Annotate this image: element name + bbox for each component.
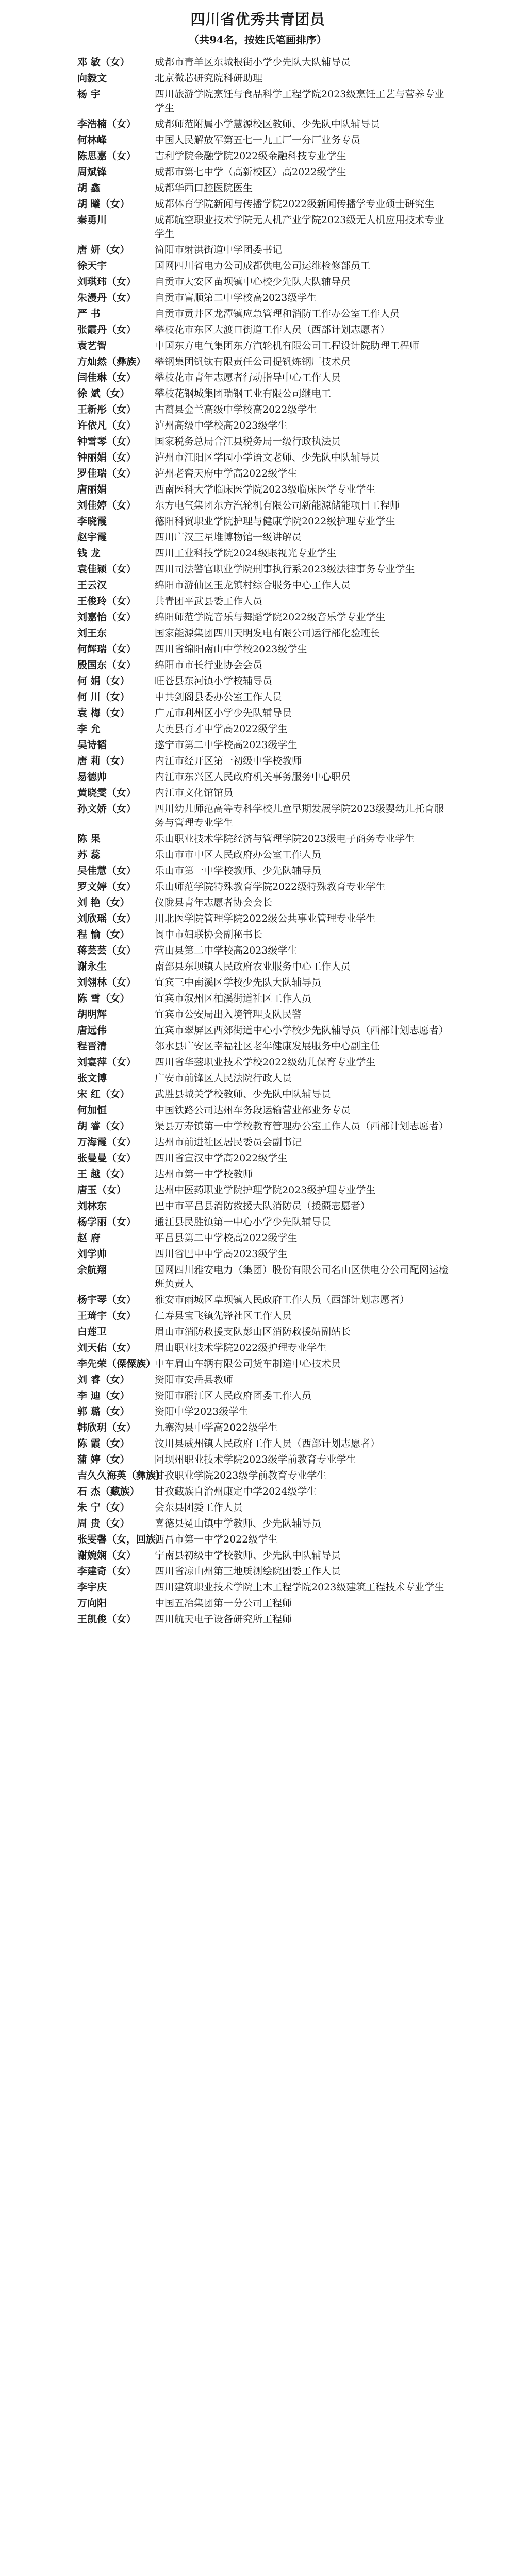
member-row <box>77 754 449 768</box>
member-description: 国家税务总局合江县税务局一级行政执法员 <box>155 436 341 447</box>
member-row <box>77 1167 449 1181</box>
member-row <box>77 1373 449 1387</box>
member-name: 张文博 <box>77 1073 107 1084</box>
member-row <box>77 722 449 736</box>
document-title: 四川省优秀共青团员 <box>190 11 325 28</box>
member-description: 四川省宣汉中学高2022级学生 <box>155 1153 288 1164</box>
member-name: 郭 璐（女） <box>77 1406 130 1417</box>
member-name: 陈 霞（女） <box>77 1438 130 1449</box>
member-name: 李宇庆 <box>77 1582 107 1593</box>
member-name: 万海霞（女） <box>77 1137 137 1148</box>
member-row <box>77 864 449 878</box>
member-name: 何 川（女） <box>77 691 130 703</box>
member-description: 眉山职业技术学院2022级护理专业学生 <box>155 1342 327 1353</box>
member-name: 刘王东 <box>77 628 107 639</box>
member-description: 东方电气集团东方汽轮机有限公司新能源储能项目工程师 <box>155 500 400 511</box>
member-description: 汶川县威州镇人民政府工作人员（西部计划志愿者） <box>155 1438 381 1449</box>
member-row <box>77 1357 449 1371</box>
member-row <box>77 848 449 862</box>
member-list <box>77 56 449 1626</box>
member-description: 广元市利州区小学少先队辅导员 <box>155 707 292 719</box>
member-name: 何林峰 <box>77 134 107 146</box>
member-description: 四川旅游学院烹饪与食品科学工程学院2023级烹饪工艺与营养专业学生 <box>155 89 444 114</box>
member-description: 宁南县初级中学校教师、少先队中队辅导员 <box>155 1550 341 1561</box>
member-description: 甘孜藏族自治州康定中学2024级学生 <box>155 1486 317 1497</box>
member-description: 营山县第二中学校高2023级学生 <box>155 945 298 956</box>
member-name: 刘 艳（女） <box>77 897 130 908</box>
member-row <box>77 1056 449 1070</box>
member-description: 成都航空职业技术学院无人机产业学院2023级无人机应用技术专业学生 <box>155 214 444 240</box>
member-row <box>77 642 449 656</box>
member-row <box>77 1389 449 1403</box>
member-name: 万向阳 <box>77 1598 107 1609</box>
member-row <box>77 802 449 830</box>
member-description: 攀枝花市东区大渡口街道工作人员（西部计划志愿者） <box>155 324 390 335</box>
member-row <box>77 181 449 195</box>
member-description: 中车眉山车辆有限公司货车制造中心技术员 <box>155 1358 341 1369</box>
member-row <box>77 738 449 752</box>
member-description: 泸州高级中学校高2023级学生 <box>155 420 288 431</box>
member-name: 刘佳婷（女） <box>77 500 137 511</box>
member-name: 吴佳慧（女） <box>77 865 137 876</box>
member-description: 自贡市大安区苗坝镇中心校少先队大队辅导员 <box>155 276 351 287</box>
member-name: 朱 宁（女） <box>77 1502 130 1513</box>
member-name: 张曼曼（女） <box>77 1153 137 1164</box>
member-description: 资阳市安岳县教师 <box>155 1374 234 1385</box>
member-description: 旺苍县东河镇小学校辅导员 <box>155 675 273 687</box>
member-name: 唐远伟 <box>77 1025 107 1036</box>
member-row <box>77 611 449 624</box>
member-name: 李先荣（傈僳族） <box>77 1358 156 1369</box>
member-row <box>77 88 449 115</box>
member-row <box>77 1565 449 1579</box>
member-row <box>77 72 449 86</box>
member-description: 四川省绵阳南山中学校2023级学生 <box>155 643 307 655</box>
member-row <box>77 1405 449 1419</box>
member-description: 绵阳市游仙区玉龙镇村综合服务中心工作人员 <box>155 580 351 591</box>
member-name: 赵 府 <box>77 1232 101 1244</box>
member-description: 四川省凉山州第三地质测绘院团委工作人员 <box>155 1566 341 1577</box>
member-name: 吴诗韬 <box>77 739 107 751</box>
member-description: 阆中市妇联协会副秘书长 <box>155 929 263 940</box>
member-name: 刘林东 <box>77 1200 107 1212</box>
member-description: 达州市第一中学校教师 <box>155 1168 253 1180</box>
member-description: 四川航天电子设备研究所工程师 <box>155 1614 292 1625</box>
member-row <box>77 658 449 672</box>
member-row <box>77 1120 449 1133</box>
member-row <box>77 1533 449 1547</box>
member-row <box>77 371 449 385</box>
member-row <box>77 992 449 1006</box>
member-name: 唐 莉（女） <box>77 755 130 767</box>
member-description: 会东县团委工作人员 <box>155 1502 243 1513</box>
member-row <box>77 1309 449 1323</box>
member-name: 殷国东（女） <box>77 659 137 671</box>
member-description: 达州中医药职业学院护理学院2023级护理专业学生 <box>155 1184 376 1196</box>
member-description: 绵阳师范学院音乐与舞蹈学院2022级音乐学专业学生 <box>155 612 386 623</box>
member-description: 德阳科贸职业学院护理与健康学院2022级护理专业学生 <box>155 516 395 527</box>
member-name: 谢婉娴（女） <box>77 1550 137 1561</box>
member-row <box>77 451 449 465</box>
member-description: 成都华西口腔医院医生 <box>155 182 253 194</box>
member-row <box>77 403 449 417</box>
member-row <box>77 435 449 449</box>
member-row <box>77 1088 449 1101</box>
member-description: 自贡市贡井区龙潭镇应急管理和消防工作办公室工作人员 <box>155 308 400 319</box>
member-row <box>77 880 449 894</box>
member-row <box>77 243 449 257</box>
member-row <box>77 531 449 545</box>
member-row <box>77 1024 449 1038</box>
member-description: 乐山职业技术学院经济与管理学院2023级电子商务专业学生 <box>155 833 415 844</box>
member-name: 程晋清 <box>77 1041 107 1052</box>
member-description: 西南医科大学临床医学院2023级临床医学专业学生 <box>155 484 376 495</box>
member-name: 吉久久海英（彝族） <box>77 1470 166 1481</box>
member-name: 唐 妍（女） <box>77 244 130 256</box>
member-description: 成都市青羊区东城根街小学少先队大队辅导员 <box>155 57 351 68</box>
member-row <box>77 674 449 688</box>
member-description: 简阳市射洪街道中学团委书记 <box>155 244 283 256</box>
member-description: 西昌市第一中学2022级学生 <box>155 1534 278 1545</box>
member-name: 胡 曦（女） <box>77 198 130 210</box>
member-description: 成都市第七中学（高新校区）高2022级学生 <box>155 166 346 178</box>
member-name: 朱漫丹（女） <box>77 292 137 303</box>
member-row <box>77 1136 449 1149</box>
member-name: 刘翎林（女） <box>77 977 137 988</box>
member-row <box>77 1453 449 1467</box>
member-row <box>77 786 449 800</box>
member-name: 邓 敏（女） <box>77 57 130 68</box>
member-row <box>77 1549 449 1563</box>
member-description: 自贡市富顺第二中学校高2023级学生 <box>155 292 317 303</box>
member-row <box>77 896 449 910</box>
member-description: 成都体育学院新闻与传播学院2022级新闻传播学专业硕士研究生 <box>155 198 435 210</box>
member-name: 周 贵（女） <box>77 1518 130 1529</box>
member-name: 闫佳琳（女） <box>77 372 137 383</box>
member-row <box>77 832 449 846</box>
member-row <box>77 197 449 211</box>
member-description: 泸州老窖天府中学高2022级学生 <box>155 468 298 479</box>
member-name: 胡 鑫 <box>77 182 101 194</box>
member-name: 李 迪（女） <box>77 1390 130 1401</box>
member-row <box>77 1469 449 1483</box>
member-description: 资阳中学2023级学生 <box>155 1406 249 1417</box>
member-description: 国网四川雅安电力（集团）股份有限公司名山区供电分公司配网运检班负责人 <box>155 1264 449 1290</box>
member-description: 平昌县第二中学校高2022级学生 <box>155 1232 298 1244</box>
member-name: 韩欣玥（女） <box>77 1422 137 1433</box>
member-row <box>77 1247 449 1261</box>
member-description: 乐山市市中区人民政府办公室工作人员 <box>155 849 322 860</box>
member-description: 四川省巴中中学高2023级学生 <box>155 1248 288 1260</box>
member-row <box>77 928 449 942</box>
member-name: 唐丽娟 <box>77 484 107 495</box>
member-name: 周斌锋 <box>77 166 107 178</box>
member-name: 余航翔 <box>77 1264 107 1276</box>
member-name: 许依凡（女） <box>77 420 137 431</box>
member-description: 中国人民解放军第五七一九工厂一分厂业务专员 <box>155 134 361 146</box>
member-row <box>77 323 449 337</box>
member-name: 严 书 <box>77 308 101 319</box>
member-name: 陈思嘉（女） <box>77 150 137 162</box>
member-description: 广安市前锋区人民法院行政人员 <box>155 1073 292 1084</box>
member-row <box>77 1199 449 1213</box>
member-row <box>77 499 449 513</box>
member-description: 攀枝花钢城集团瑞钢工业有限公司继电工 <box>155 388 332 399</box>
member-name: 袁 梅（女） <box>77 707 130 719</box>
member-name: 蒲 婷（女） <box>77 1454 130 1465</box>
member-description: 攀枝花市青年志愿者行动指导中心工作人员 <box>155 372 341 383</box>
member-description: 泸州市江阳区学园小学语文老师、少先队中队辅导员 <box>155 452 381 463</box>
member-description: 喜德县冕山镇中学教师、少先队辅导员 <box>155 1518 322 1529</box>
member-row <box>77 515 449 529</box>
member-row <box>77 1104 449 1117</box>
member-row <box>77 706 449 720</box>
member-description: 内江市东兴区人民政府机关事务服务中心职员 <box>155 771 351 783</box>
member-description: 川北医学院管理学院2022级公共事业管理专业学生 <box>155 913 376 924</box>
member-name: 钟雪琴（女） <box>77 436 137 447</box>
member-description: 巴中市平昌县消防救援大队消防员（援疆志愿者） <box>155 1200 371 1212</box>
member-row <box>77 1263 449 1291</box>
member-row <box>77 912 449 926</box>
member-description: 通江县民胜镇第一中心小学少先队辅导员 <box>155 1216 332 1228</box>
member-description: 大英县育才中学高2022级学生 <box>155 723 288 735</box>
member-description: 共青团平武县委工作人员 <box>155 596 263 607</box>
member-row <box>77 419 449 433</box>
member-row <box>77 1613 449 1626</box>
member-description: 达州市前进社区居民委员会副书记 <box>155 1137 302 1148</box>
member-row <box>77 1231 449 1245</box>
member-row <box>77 133 449 147</box>
member-row <box>77 1040 449 1054</box>
member-description: 邻水县广安区幸福社区老年健康发展服务中心副主任 <box>155 1041 381 1052</box>
member-description: 四川广汉三星堆博物馆一级讲解员 <box>155 532 302 543</box>
member-row <box>77 690 449 704</box>
member-name: 王琦宇（女） <box>77 1310 137 1321</box>
member-row <box>77 355 449 369</box>
member-name: 罗文婷（女） <box>77 881 137 892</box>
member-row <box>77 339 449 353</box>
member-description: 渠县万寿镇第一中学校教育管理办公室工作人员（西部计划志愿者） <box>155 1121 449 1132</box>
member-description: 仁寿县宝飞镇先锋社区工作人员 <box>155 1310 292 1321</box>
member-name: 秦勇川 <box>77 214 107 226</box>
member-name: 李晓霞 <box>77 516 107 527</box>
member-description: 九寨沟县中学高2022级学生 <box>155 1422 278 1433</box>
member-description: 雅安市雨城区草坝镇人民政府工作人员（西部计划志愿者） <box>155 1294 410 1306</box>
member-description: 乐山市第一中学校教师、少先队辅导员 <box>155 865 322 876</box>
member-name: 杨 宇 <box>77 89 101 100</box>
member-name: 刘宴萍（女） <box>77 1057 137 1068</box>
member-description: 宜宾三中南溪区学校少先队大队辅导员 <box>155 977 322 988</box>
member-name: 王俊玲（女） <box>77 596 137 607</box>
member-name: 孙文娇（女） <box>77 803 137 815</box>
member-name: 陈 果 <box>77 833 101 844</box>
member-row <box>77 1581 449 1595</box>
member-name: 刘嘉怡（女） <box>77 612 137 623</box>
member-name: 徐天宇 <box>77 260 107 272</box>
member-description: 中共剑阁县委办公室工作人员 <box>155 691 283 703</box>
member-description: 攀钢集团钒钛有限责任公司提钒炼钢厂技术员 <box>155 356 351 367</box>
member-row <box>77 595 449 608</box>
member-row <box>77 275 449 289</box>
member-row <box>77 307 449 321</box>
member-name: 程 愉（女） <box>77 929 130 940</box>
member-name: 谢永生 <box>77 961 107 972</box>
member-name: 何辉瑞（女） <box>77 643 137 655</box>
member-row <box>77 770 449 784</box>
member-name: 王云汉 <box>77 580 107 591</box>
member-description: 中国五冶集团第一分公司工程师 <box>155 1598 292 1609</box>
member-description: 武胜县城关学校教师、少先队中队辅导员 <box>155 1089 332 1100</box>
member-row <box>77 291 449 305</box>
member-name: 唐玉（女） <box>77 1184 127 1196</box>
member-name: 袁艺智 <box>77 340 107 351</box>
member-row <box>77 1151 449 1165</box>
member-row <box>77 1597 449 1611</box>
member-row <box>77 387 449 401</box>
member-description: 四川省华蓥职业技术学校2022级幼儿保育专业学生 <box>155 1057 376 1068</box>
member-description: 宜宾市叙州区柏溪街道社区工作人员 <box>155 993 312 1004</box>
member-name: 刘学帅 <box>77 1248 107 1260</box>
member-description: 资阳市雁江区人民政府团委工作人员 <box>155 1390 312 1401</box>
member-description: 内江市经开区第一初级中学校教师 <box>155 755 302 767</box>
member-row <box>77 1072 449 1086</box>
member-name: 何 娟（女） <box>77 675 130 687</box>
member-row <box>77 626 449 640</box>
member-name: 向毅文 <box>77 73 107 84</box>
member-name: 刘天佑（女） <box>77 1342 137 1353</box>
member-row <box>77 1215 449 1229</box>
member-row <box>77 483 449 497</box>
member-row <box>77 547 449 561</box>
member-description: 中国铁路公司达州车务段运输营业部业务专员 <box>155 1105 351 1116</box>
member-name: 刘琪玮（女） <box>77 276 137 287</box>
member-description: 四川建筑职业技术学院土木工程学院2023级建筑工程技术专业学生 <box>155 1582 444 1593</box>
member-row <box>77 165 449 179</box>
member-description: 国网四川省电力公司成都供电公司运维检修部员工 <box>155 260 371 272</box>
member-name: 王凯俊（女） <box>77 1614 137 1625</box>
member-name: 张霞丹（女） <box>77 324 137 335</box>
member-description: 成都师范附属小学慧源校区教师、少先队中队辅导员 <box>155 118 381 130</box>
member-name: 钟丽娟（女） <box>77 452 137 463</box>
member-description: 四川幼儿师范高等专科学校儿童早期发展学院2023级婴幼儿托育服务与管理专业学生 <box>155 803 444 828</box>
member-name: 易德帅 <box>77 771 107 783</box>
member-name: 白莲卫 <box>77 1326 107 1337</box>
member-description: 宜宾市翠屏区西郊街道中心小学校少先队辅导员（西部计划志愿者） <box>155 1025 449 1036</box>
member-name: 宋 红（女） <box>77 1089 130 1100</box>
member-row <box>77 1421 449 1435</box>
member-row <box>77 1293 449 1307</box>
member-row <box>77 149 449 163</box>
member-row <box>77 1517 449 1531</box>
member-description: 眉山市消防救援支队彭山区消防救援站副站长 <box>155 1326 351 1337</box>
member-name: 钱 龙 <box>77 548 101 559</box>
member-row <box>77 1485 449 1499</box>
member-name: 刘欣瑶（女） <box>77 913 137 924</box>
document-subtitle: （共94名，按姓氏笔画排序） <box>189 33 327 46</box>
member-row <box>77 1008 449 1022</box>
member-description: 北京微芯研究院科研助理 <box>155 73 263 84</box>
member-description: 阿坝州职业技术学院2023级学前教育专业学生 <box>155 1454 356 1465</box>
member-row <box>77 1501 449 1515</box>
member-row <box>77 1325 449 1339</box>
member-name: 杨宇琴（女） <box>77 1294 137 1306</box>
member-row <box>77 1341 449 1355</box>
member-name: 赵宇霞 <box>77 532 107 543</box>
member-description: 南部县东坝镇人民政府农业服务中心工作人员 <box>155 961 351 972</box>
member-row <box>77 259 449 273</box>
member-description: 四川工业科技学院2024级眼视光专业学生 <box>155 548 337 559</box>
member-name: 王 越（女） <box>77 1168 130 1180</box>
member-name: 苏 蕊 <box>77 849 101 860</box>
member-name: 石 杰（藏族） <box>77 1486 140 1497</box>
member-row <box>77 960 449 974</box>
member-name: 黄晓雯（女） <box>77 787 137 799</box>
member-row <box>77 976 449 990</box>
member-description: 吉利学院金融学院2022级金融科技专业学生 <box>155 150 346 162</box>
member-description: 四川司法警官职业学院刑事执行系2023级法律事务专业学生 <box>155 564 415 575</box>
member-name: 胡明辉 <box>77 1009 107 1020</box>
member-name: 袁佳颖（女） <box>77 564 137 575</box>
member-description: 仪陇县青年志愿者协会会长 <box>155 897 273 908</box>
member-description: 中国东方电气集团东方汽轮机有限公司工程设计院助理工程师 <box>155 340 420 351</box>
member-name: 徐 斌（女） <box>77 388 130 399</box>
member-description: 乐山师范学院特殊教育学院2022级特殊教育专业学生 <box>155 881 386 892</box>
member-name: 王新彤（女） <box>77 404 137 415</box>
member-description: 古蔺县金兰高级中学校高2022级学生 <box>155 404 317 415</box>
member-name: 李建奇（女） <box>77 1566 137 1577</box>
member-name: 罗佳瑞（女） <box>77 468 137 479</box>
member-row <box>77 579 449 592</box>
member-description: 内江市文化馆馆员 <box>155 787 234 799</box>
member-name: 李浩楠（女） <box>77 118 137 130</box>
member-description: 宜宾市公安局出入境管理支队民警 <box>155 1009 302 1020</box>
member-name: 杨学丽（女） <box>77 1216 137 1228</box>
member-name: 胡 睿（女） <box>77 1121 130 1132</box>
member-description: 甘孜职业学院2023级学前教育专业学生 <box>155 1470 327 1481</box>
member-name: 张雯馨（女，回族） <box>77 1534 166 1545</box>
member-name: 蒋芸芸（女） <box>77 945 137 956</box>
member-description: 绵阳市市长行业协会会员 <box>155 659 263 671</box>
member-row <box>77 56 449 70</box>
member-row <box>77 1437 449 1451</box>
member-row <box>77 944 449 958</box>
member-name: 刘 睿（女） <box>77 1374 130 1385</box>
member-row <box>77 117 449 131</box>
member-row <box>77 213 449 241</box>
member-description: 遂宁市第二中学校高2023级学生 <box>155 739 298 751</box>
member-row <box>77 1183 449 1197</box>
member-name: 陈 雪（女） <box>77 993 130 1004</box>
member-name: 方灿然（彝族） <box>77 356 146 367</box>
member-description: 国家能源集团四川天明发电有限公司运行部化验班长 <box>155 628 381 639</box>
member-name: 李 允 <box>77 723 101 735</box>
member-row <box>77 563 449 577</box>
member-name: 何加恒 <box>77 1105 107 1116</box>
member-row <box>77 467 449 481</box>
